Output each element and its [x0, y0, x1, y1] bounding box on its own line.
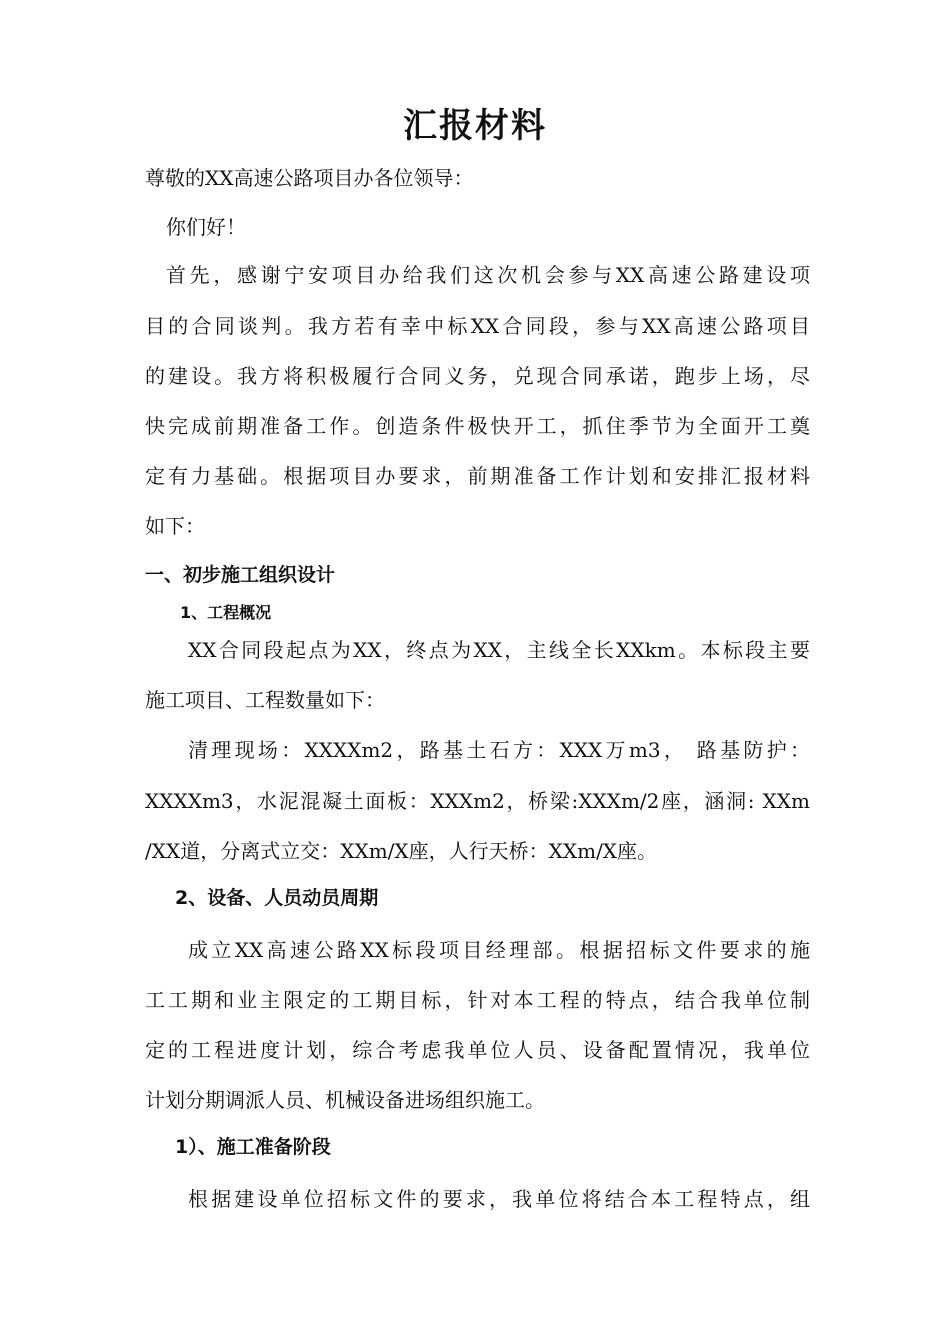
- overview-line-2: 施工项目、工程数量如下：: [145, 688, 385, 712]
- document-title: 汇报材料: [403, 106, 547, 146]
- subsection-heading-preparation-stage: 1）、施工准备阶段: [175, 1136, 331, 1158]
- mobilization-line-2: 工工期和业主限定的工期目标，针对本工程的特点，结合我单位制: [145, 988, 810, 1012]
- mobilization-line-3: 定的工程进度计划，综合考虑我单位人员、设备配置情况，我单位: [145, 1038, 810, 1062]
- greeting-line: 尊敬的XX高速公路项目办各位领导：: [145, 166, 474, 190]
- intro-line-1: 首先，感谢宁安项目办给我们这次机会参与XX高速公路建设项: [166, 263, 810, 287]
- quantities-line-3: /XX道，分离式立交：XXm/X座，人行天桥：XXm/X座。: [145, 839, 658, 863]
- overview-line-1: XX合同段起点为XX，终点为XX，主线全长XXkm。本标段主要: [188, 638, 810, 662]
- mobilization-line-4: 计划分期调派人员、机械设备进场组织施工。: [145, 1088, 545, 1112]
- mobilization-line-1: 成立XX高速公路XX标段项目经理部。根据招标文件要求的施: [188, 938, 810, 962]
- preparation-line-1: 根据建设单位招标文件的要求，我单位将结合本工程特点，组: [188, 1187, 810, 1211]
- intro-line-4: 快完成前期准备工作。创造条件极快开工，抓住季节为全面开工奠: [145, 414, 810, 438]
- intro-line-3: 的建设。我方将积极履行合同义务，兑现合同承诺，跑步上场，尽: [145, 364, 810, 388]
- subsection-heading-project-overview: 1、工程概况: [180, 603, 272, 622]
- quantities-line-2: XXXXm3，水泥混凝土面板：XXXm2，桥梁:XXXm/2座，涵洞: XXm: [145, 789, 810, 813]
- section-heading-1: 一、初步施工组织设计: [145, 564, 336, 586]
- intro-line-2: 目的合同谈判。我方若有幸中标XX合同段，参与XX高速公路项目: [145, 314, 810, 338]
- intro-line-5: 定有力基础。根据项目办要求，前期准备工作计划和安排汇报材料: [145, 464, 810, 488]
- salutation-line: 你们好！: [166, 215, 246, 239]
- quantities-line-1: 清理现场：XXXXm2，路基土石方：XXX万m3， 路基防护：: [188, 738, 810, 762]
- subsection-heading-mobilization: 2、设备、人员动员周期: [175, 887, 379, 909]
- intro-line-6: 如下：: [145, 514, 205, 538]
